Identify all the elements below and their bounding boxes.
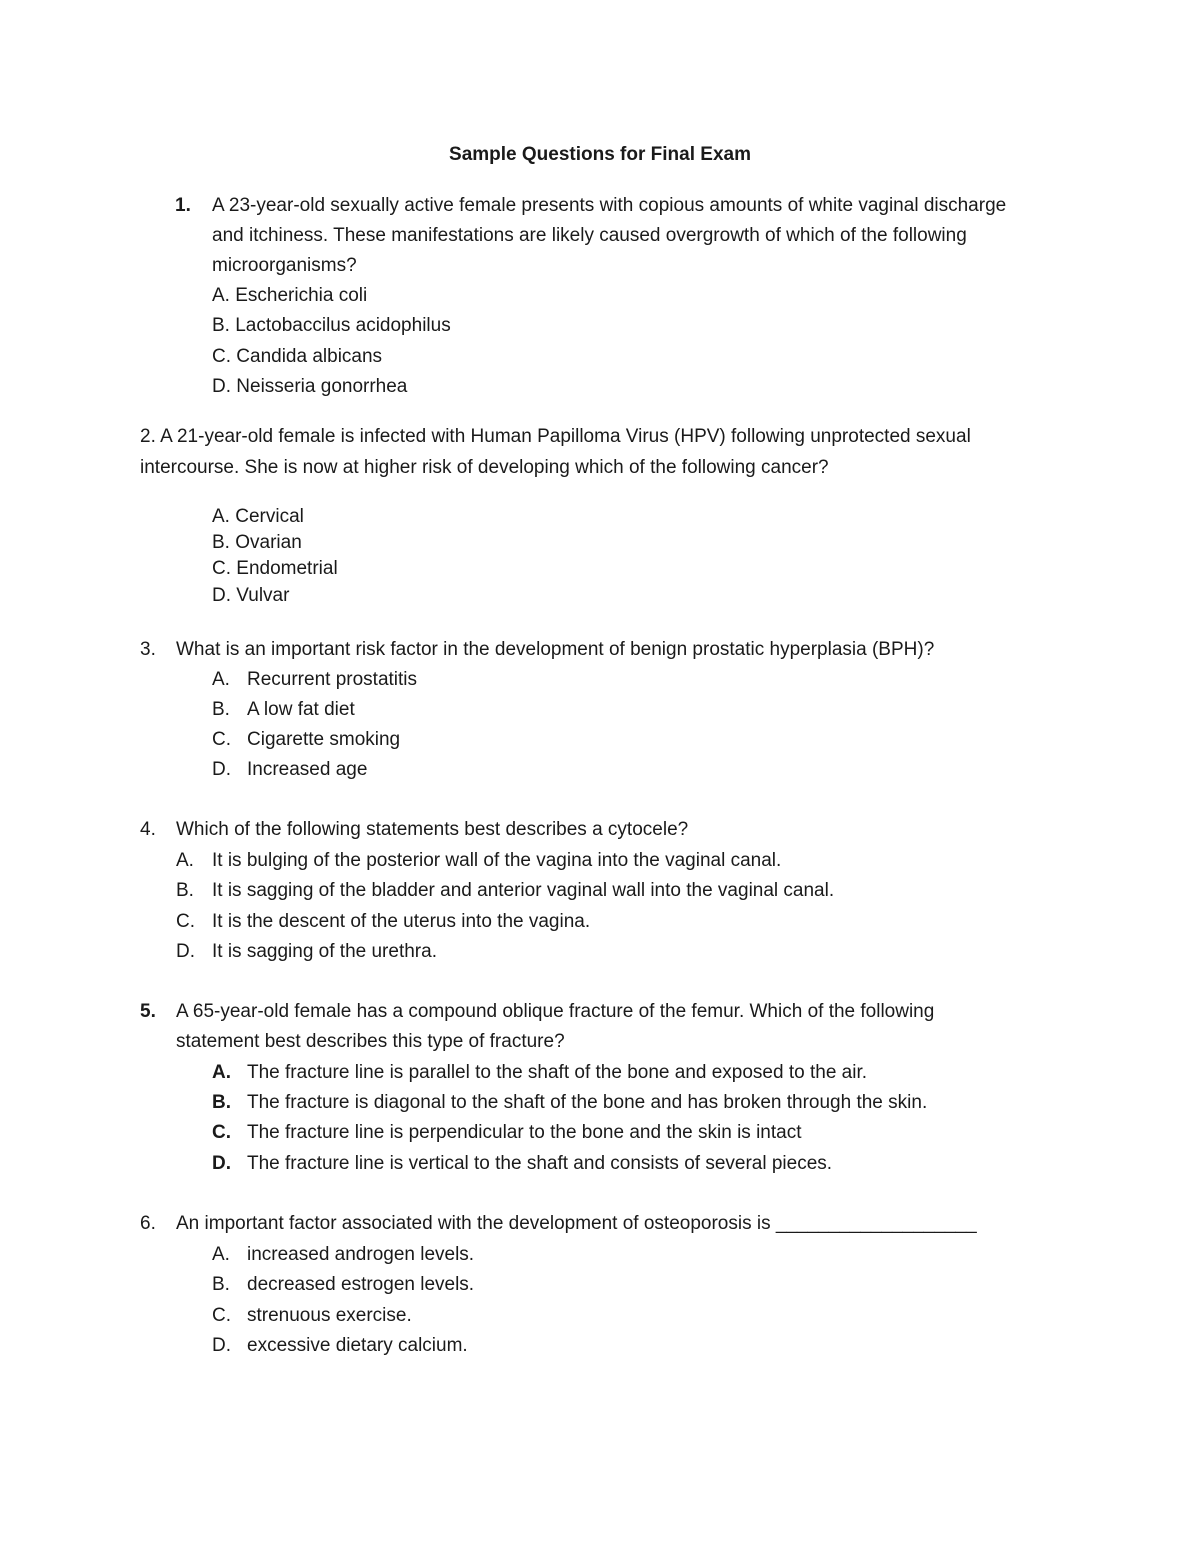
answer-option: The fracture line is parallel to the shaft of the bone and exposed to the air.	[247, 1062, 868, 1083]
option-letter: B.	[212, 1274, 230, 1295]
question-stem-line: Which of the following statements best describes a cytocele?	[176, 819, 689, 840]
option-letter: C.	[176, 911, 195, 932]
answer-option: A. Cervical	[212, 506, 304, 527]
answer-option: A low fat diet	[247, 699, 355, 720]
question-stem-line: microorganisms?	[212, 255, 357, 276]
answer-option: It is bulging of the posterior wall of the vagina into the vaginal canal.	[212, 850, 782, 871]
answer-option: C. Endometrial	[212, 558, 338, 579]
answer-option: D. Vulvar	[212, 585, 290, 606]
option-letter: B.	[212, 699, 230, 720]
question-number: 3.	[140, 639, 156, 660]
option-letter: B.	[212, 1092, 231, 1113]
answer-option: Recurrent prostatitis	[247, 669, 418, 690]
question-number: 1.	[175, 195, 191, 216]
question-number: 5.	[140, 1001, 156, 1022]
option-letter: A.	[212, 1062, 231, 1083]
option-letter: C.	[212, 1122, 231, 1143]
answer-option: It is sagging of the bladder and anterior vaginal wall into the vaginal canal.	[212, 880, 835, 901]
option-letter: C.	[212, 729, 231, 750]
answer-option: Cigarette smoking	[247, 729, 401, 750]
answer-option: A. Escherichia coli	[212, 285, 368, 306]
option-letter: D.	[212, 759, 231, 780]
question-stem-line: statement best describes this type of fracture?	[176, 1031, 565, 1052]
answer-option: The fracture is diagonal to the shaft of the bone and has broken through the skin.	[247, 1092, 928, 1113]
answer-option: decreased estrogen levels.	[247, 1274, 475, 1295]
question-number: 6.	[140, 1213, 156, 1234]
option-letter: D.	[212, 1153, 231, 1174]
answer-option: B. Lactobaccilus acidophilus	[212, 315, 451, 336]
option-letter: C.	[212, 1305, 231, 1326]
option-letter: A.	[176, 850, 194, 871]
answer-option: strenuous exercise.	[247, 1305, 412, 1326]
question-stem-line: and itchiness. These manifestations are likely caused overgrowth of which of the following	[212, 225, 967, 246]
option-letter: A.	[212, 1244, 230, 1265]
answer-option: It is sagging of the urethra.	[212, 941, 437, 962]
answer-option: Increased age	[247, 759, 368, 780]
question-stem-line: What is an important risk factor in the development of benign prostatic hyperplasia (BPH)?	[176, 639, 935, 660]
option-letter: D.	[212, 1335, 231, 1356]
option-letter: B.	[176, 880, 194, 901]
answer-option: C. Candida albicans	[212, 346, 383, 367]
answer-option: The fracture line is perpendicular to the bone and the skin is intact	[247, 1122, 802, 1143]
question-stem-line: intercourse. She is now at higher risk of developing which of the following cancer?	[140, 457, 829, 478]
answer-option: D. Neisseria gonorrhea	[212, 376, 408, 397]
answer-option: excessive dietary calcium.	[247, 1335, 468, 1356]
option-letter: D.	[176, 941, 195, 962]
question-number: 4.	[140, 819, 156, 840]
option-letter: A.	[212, 669, 230, 690]
question-stem-line: A 23-year-old sexually active female presents with copious amounts of white vaginal discharge	[212, 195, 1007, 216]
answer-option: The fracture line is vertical to the shaft and consists of several pieces.	[247, 1153, 833, 1174]
question-stem-line: A 65-year-old female has a compound oblique fracture of the femur. Which of the following	[176, 1001, 935, 1022]
answer-option: B. Ovarian	[212, 532, 302, 553]
question-stem-line: An important factor associated with the development of osteoporosis is ___________________	[176, 1213, 977, 1234]
page-title: Sample Questions for Final Exam	[449, 144, 751, 165]
answer-option: increased androgen levels.	[247, 1244, 475, 1265]
question-stem-line: 2. A 21-year-old female is infected with Human Papilloma Virus (HPV) following unprotected sexual	[140, 426, 971, 447]
answer-option: It is the descent of the uterus into the vagina.	[212, 911, 591, 932]
